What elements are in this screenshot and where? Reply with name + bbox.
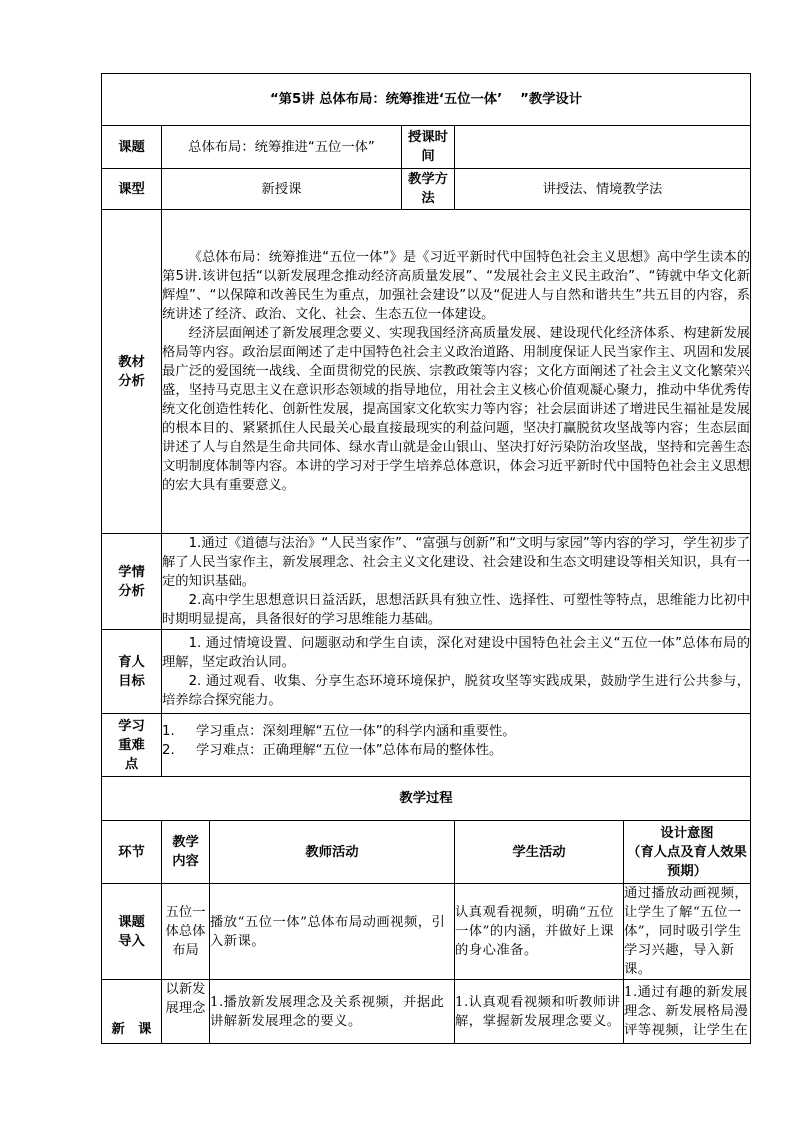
keypoint-item: [162, 722, 750, 741]
lesson-plan-table: [101, 73, 751, 1044]
row-design-intent: 1.通过有趣的新发展理念、新发展格局漫评等视频，让学生在: [624, 980, 751, 1044]
goals-label: 育人目标: [102, 630, 162, 714]
time-label: 授课时间: [402, 126, 455, 169]
header-stage: 环节: [102, 821, 162, 884]
row-design-intent: 通过播放动画视频，让学生了解“五位一体”，同时吸引学生学习兴趣，导入新课。: [624, 884, 751, 980]
row-content: 五位一体总体布局: [162, 884, 210, 980]
learner-paragraph-2: 2.高中学生思想意识日益活跃，思想活跃具有独立性、选择性、可塑性等特点，思维能力比初中时期明显提高，具备很好的学习思维能力基础。: [162, 593, 750, 627]
header-student: 学生活动: [455, 821, 624, 884]
material-paragraph-2: 经济层面阐述了新发展理念要义、实现我国经济高质量发展、建设现代化经济体系、构建新发展格局等内容。政治层面阐述了走中国特色社会主义政治道路、用制度保证人民当家作主、巩固和发展最广泛的爱国统一战线、全面贯彻党的民族、宗教政策等内容；文化方面阐述了社会主义文化繁荣兴盛，坚持马克思主义在意识形态领域的指导地位，用社会主义核心价值观凝心聚力，推动中华优秀传统文化创造性转化、创新性发展，提高国家文化软实力等内容；社会层面讲述了增进民生福祉是发展的根本目的、紧紧抓住人民最关心最直接最现实的利益问题，坚决打赢脱贫攻坚战等内容；生态层面讲述了人与自然是生命共同体、绿水青山就是金山银山、坚决打好污染防治攻坚战，坚持和完善生态文明制度体制等内容。本讲的学习对于学生培养总体意识，体会习近平新时代中国特色社会主义思想的宏大具有重要意义。: [162, 326, 750, 493]
row-teacher-activity: 1.播放新发展理念及关系视频，并据此讲解新发展理念的要义。: [210, 980, 455, 1044]
keypoint-text: 学习重点：深刻理解“五位一体”的科学内涵和重要性。: [196, 724, 516, 739]
method-value: 讲授法、情境教学法: [455, 169, 751, 210]
table-row: [102, 884, 751, 980]
goals-paragraph-1: 1. 通过情境设置、问题驱动和学生自读，深化对建设中国特色社会主义“五位一体”总体布局的理解，坚定政治认同。: [162, 635, 750, 670]
type-label: 课型: [102, 169, 162, 210]
header-intent: [624, 821, 751, 884]
table-row: [102, 980, 751, 1044]
keypoint-number: 1.: [162, 724, 175, 739]
method-label: 教学方法: [402, 169, 455, 210]
type-value: 新授课: [162, 169, 402, 210]
row-stage: 课题导入: [102, 884, 162, 980]
row-teacher-activity: 播放“五位一体”总体布局动画视频，引入新课。: [210, 884, 455, 980]
row-content: 以新发展理念: [162, 980, 210, 1044]
goals-paragraph-2: 2. 通过观看、收集、分享生态环境环境保护，脱贫攻坚等实践成果，鼓励学生进行公共参与，培养综合探究能力。: [162, 673, 750, 708]
learner-analysis-content: [162, 534, 751, 630]
goals-content: [162, 630, 751, 714]
keypoints-label: 学习重难点: [102, 714, 162, 777]
keypoint-item: [162, 741, 750, 760]
topic-value: 总体布局：统筹推进“五位一体”: [162, 126, 402, 169]
header-intent-subtitle: （育人点及育人效果预期）: [627, 844, 747, 879]
row-student-activity: 1.认真观看视频和听教师讲解，掌握新发展理念要义。: [455, 980, 624, 1044]
topic-label: 课题: [102, 126, 162, 169]
header-content: 教学内容: [162, 821, 210, 884]
header-intent-title: 设计意图: [660, 825, 714, 841]
learner-paragraph-1: 1.通过《道德与法治》“人民当家作”、“富强与创新”和“文明与家园”等内容的学习，学生初步了解了人民当家作主，新发展理念、社会主义文化建设、社会建设和生态文明建设等相关知识，具有一定的知识基础。: [162, 536, 750, 589]
keypoint-text: 学习难点：正确理解“五位一体”总体布局的整体性。: [196, 743, 503, 758]
learner-analysis-label: 学情分析: [102, 534, 162, 630]
process-section-title: 教学过程: [102, 777, 751, 821]
document-title: “第5讲 总体布局：统筹推进‘五位一体’ ”教学设计: [102, 74, 751, 126]
material-analysis-content: [162, 210, 751, 534]
keypoint-number: 2.: [162, 743, 175, 758]
material-paragraph-1: 《总体布局：统筹推进“五位一体”》是《习近平新时代中国特色社会主义思想》高中学生读本的第5讲.该讲包括“以新发展理念推动经济高质量发展”、“发展社会主义民主政治”、“铸就中华文化新辉煌”、“以保障和改善民生为重点，加强社会建设”以及“促进人与自然和谐共生”共五目的内容，系统讲述了经济、政治、文化、社会、生态五位一体建设。: [162, 250, 750, 322]
header-teacher: 教师活动: [210, 821, 455, 884]
row-stage: 新 课: [102, 980, 162, 1044]
material-analysis-label: 教材分析: [102, 210, 162, 534]
time-value: [455, 126, 751, 169]
row-student-activity: 认真观看视频，明确“五位一体”的内涵，并做好上课的身心准备。: [455, 884, 624, 980]
keypoints-content: [162, 714, 751, 777]
